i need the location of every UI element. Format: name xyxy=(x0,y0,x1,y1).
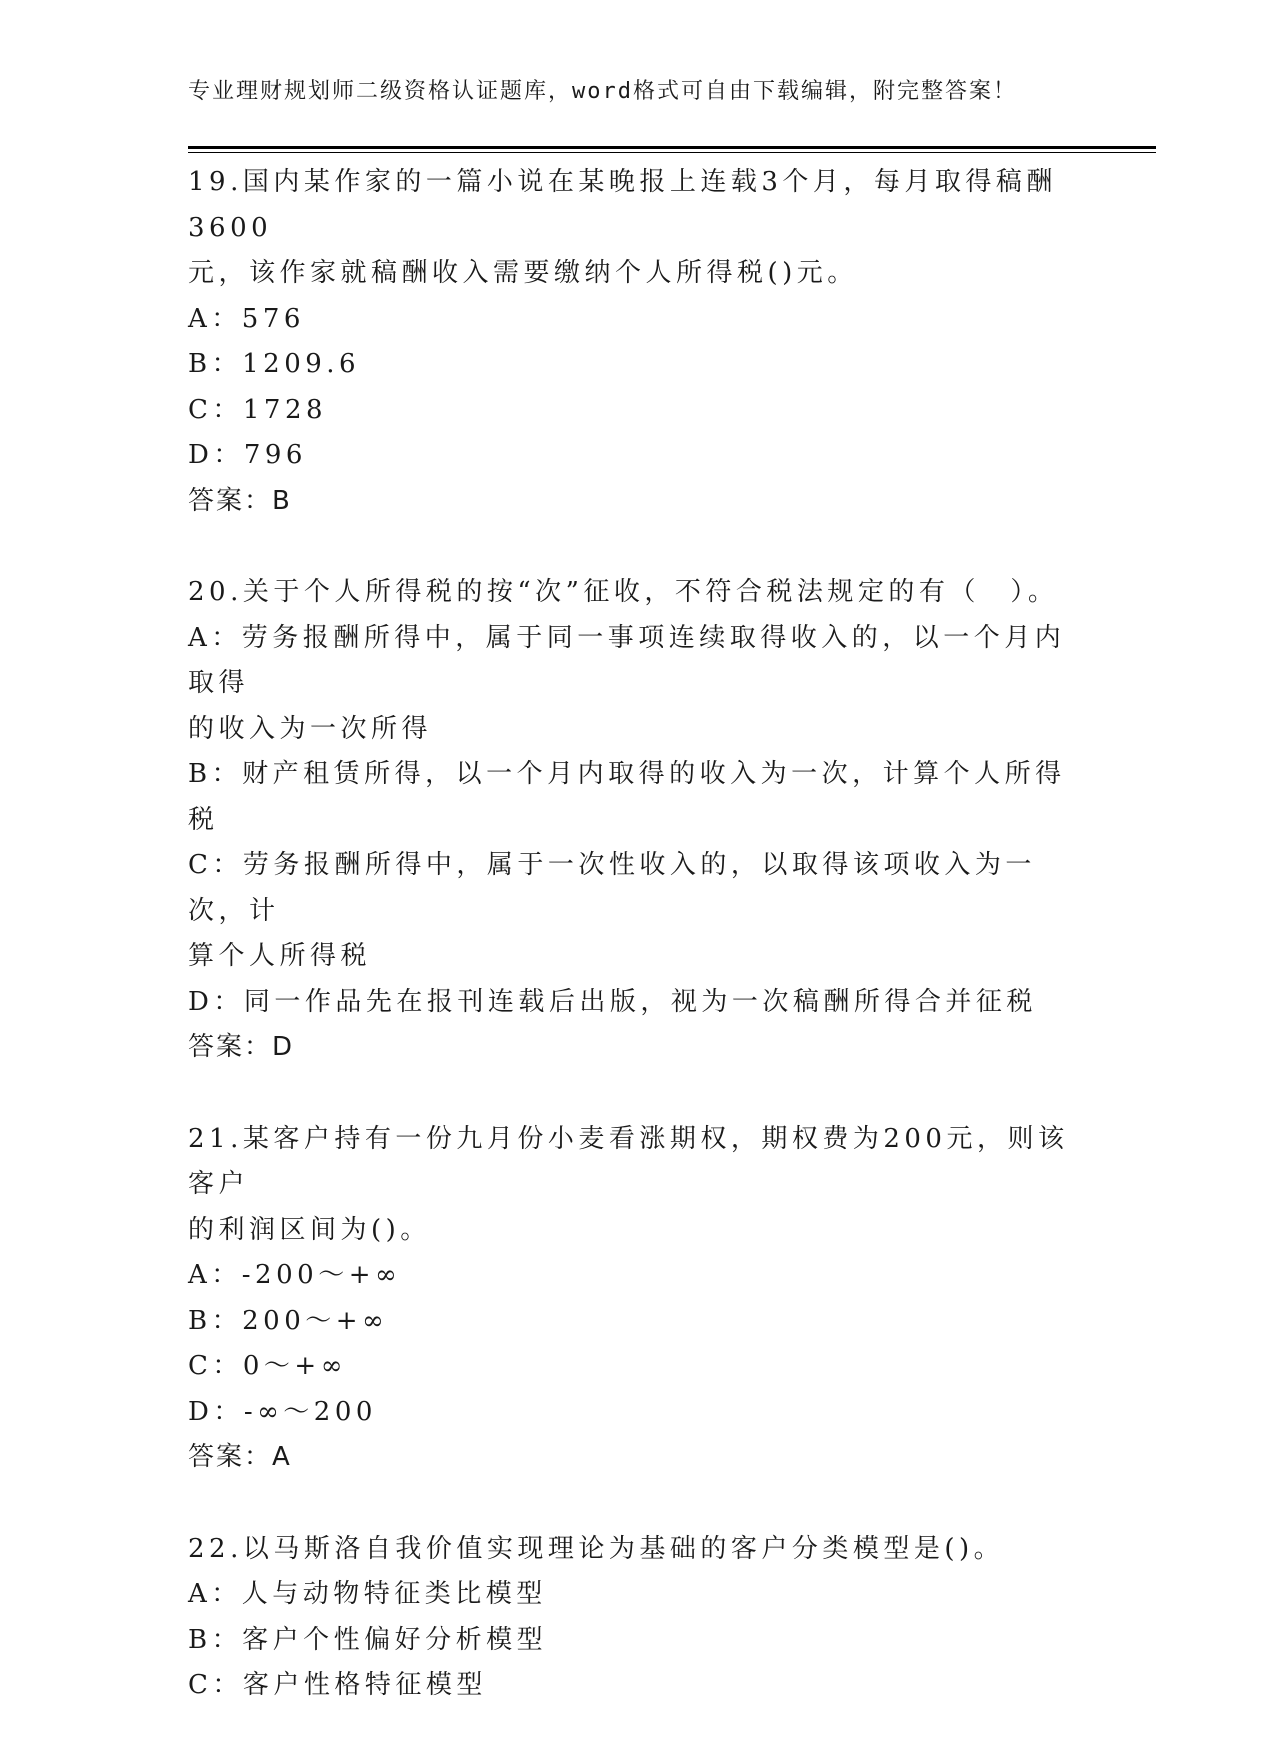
question-19 xyxy=(188,160,1088,524)
option-d: D：同一作品先在报刊连载后出版，视为一次稿酬所得合并征税 xyxy=(188,986,1037,1017)
option-b: B：200～+∞ xyxy=(188,1305,389,1336)
answer-key: 答案：D xyxy=(188,1032,295,1062)
option-c: C：客户性格特征模型 xyxy=(188,1670,487,1700)
option-a: A：-200～+∞ xyxy=(188,1260,402,1290)
question-22 xyxy=(188,1527,1088,1709)
answer-key: 答案：B xyxy=(188,485,292,516)
option-a: A：劳务报酬所得中，属于同一事项连续取得收入的，以一个月内取得 xyxy=(188,622,1066,698)
question-stem: 的利润区间为()。 xyxy=(188,1214,431,1245)
page-header: 专业理财规划师二级资格认证题库，word格式可自由下载编辑，附完整答案！ xyxy=(188,79,1017,104)
header-rule-thick xyxy=(188,146,1156,149)
option-b: B：财产租赁所得，以一个月内取得的收入为一次，计算个人所得税 xyxy=(188,759,1066,835)
option-a: A：576 xyxy=(188,303,305,334)
answer-key: 答案：A xyxy=(188,1442,292,1472)
question-list xyxy=(188,160,1088,1755)
option-d: D：-∞～200 xyxy=(188,1396,377,1427)
question-21 xyxy=(188,1117,1088,1481)
option-d: D：796 xyxy=(188,440,307,470)
header-rule-thin xyxy=(188,152,1156,153)
option-a-continued: 的收入为一次所得 xyxy=(188,713,433,744)
option-c: C：0～+∞ xyxy=(188,1351,347,1381)
question-stem: 22.以马斯洛自我价值实现理论为基础的客户分类模型是()。 xyxy=(188,1533,1005,1564)
option-a: A：人与动物特征类比模型 xyxy=(188,1579,547,1609)
option-c-continued: 算个人所得税 xyxy=(188,941,372,971)
question-stem: 20.关于个人所得税的按“次”征收，不符合税法规定的有（ ）。 xyxy=(188,577,1059,607)
question-stem: 19.国内某作家的一篇小说在某晚报上连载3个月，每月取得稿酬3600 xyxy=(188,167,1057,243)
question-20 xyxy=(188,570,1088,1071)
question-stem: 21.某客户持有一份九月份小麦看涨期权，期权费为200元，则该客户 xyxy=(188,1123,1069,1199)
option-b: B：1209.6 xyxy=(188,349,361,379)
question-stem: 元，该作家就稿酬收入需要缴纳个人所得税()元。 xyxy=(188,258,858,288)
option-b: B：客户个性偏好分析模型 xyxy=(188,1624,548,1655)
option-c: C：劳务报酬所得中，属于一次性收入的，以取得该项收入为一次，计 xyxy=(188,850,1036,926)
option-c: C：1728 xyxy=(188,394,328,425)
